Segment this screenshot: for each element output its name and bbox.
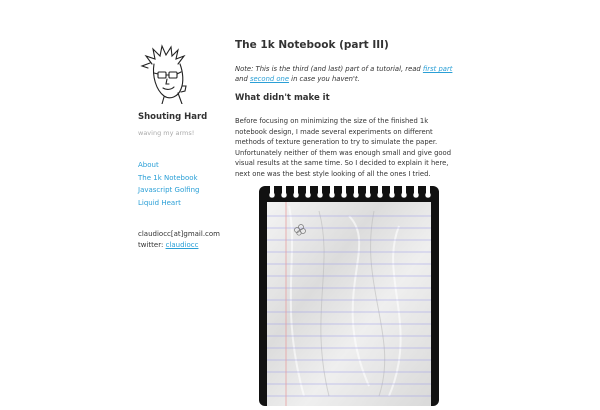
nav-item — [138, 159, 228, 172]
nav-link-javascript-golfing[interactable]: Javascript Golfing — [138, 186, 200, 194]
tutorial-note — [235, 64, 460, 84]
notebook-illustration — [259, 186, 439, 406]
nav-item — [138, 184, 228, 197]
contact-info — [138, 229, 228, 250]
avatar — [138, 42, 198, 104]
contact-email: claudiocc[at]gmail.com — [138, 230, 221, 238]
post-content — [235, 38, 460, 179]
note-text-1: Note: This is the third (and last) part of a tutorial, read — [235, 65, 423, 73]
section-heading: What didn't make it — [235, 93, 330, 103]
nav-link-about[interactable]: About — [138, 161, 159, 169]
contact-twitter — [138, 240, 228, 251]
sidebar-nav — [138, 159, 228, 209]
first-part-link[interactable]: first part — [422, 65, 453, 73]
nav-item — [138, 172, 228, 185]
nav-link-liquid-heart[interactable]: Liquid Heart — [138, 198, 181, 207]
nav-item — [138, 197, 228, 210]
post-paragraph: Before focusing on minimizing the size of the finished 1k notebook design, I made several experiments on different methods of texture generation to try to simulate the paper. Unfortunately neither of them was enough small and give good visual results at the same time. So I decided to explain it here, next one was the best style looking of all the ones I tried. — [235, 117, 452, 178]
sidebar — [138, 42, 228, 250]
notebook-image — [259, 186, 439, 406]
nav-link-1k-notebook[interactable]: The 1k Notebook — [138, 173, 198, 182]
second-part-link[interactable]: second one — [249, 75, 290, 83]
twitter-label: twitter: — [138, 240, 166, 249]
site-title[interactable]: Shouting Hard — [138, 112, 208, 122]
site-tagline: waving my arms! — [138, 129, 195, 137]
post-title: The 1k Notebook (part III) — [235, 39, 389, 51]
note-text-2: and — [235, 75, 250, 83]
note-text-3: in case you haven't. — [289, 75, 360, 83]
twitter-link[interactable]: claudiocc — [165, 240, 199, 249]
